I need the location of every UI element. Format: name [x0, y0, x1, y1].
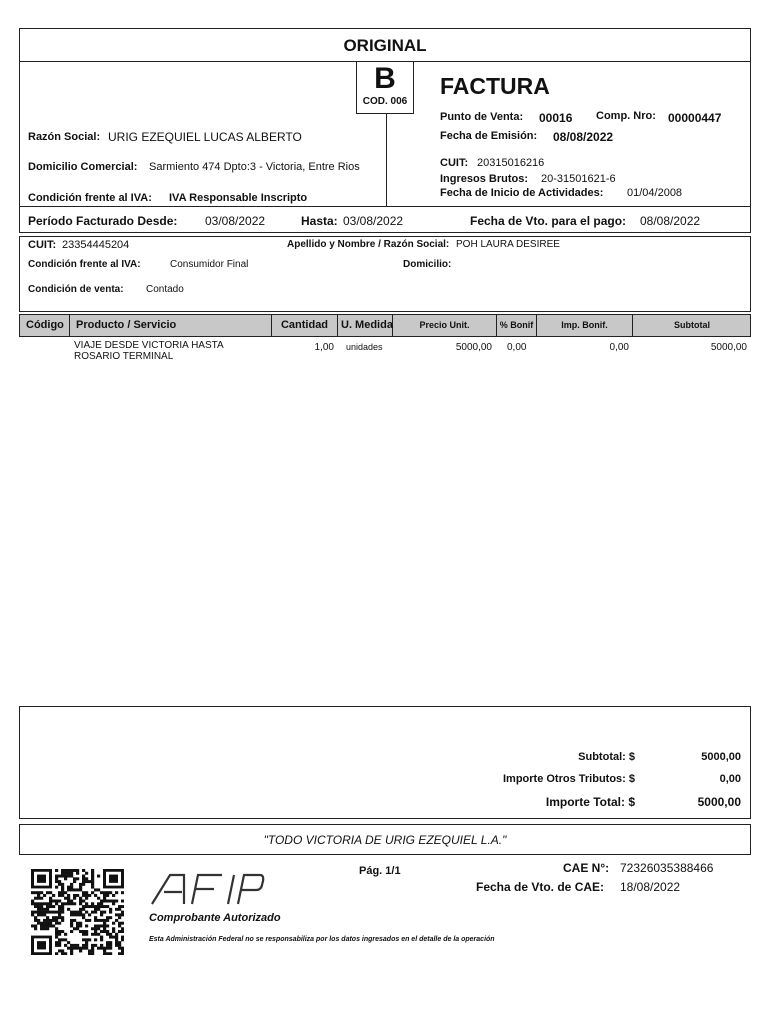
subtotal-label: Subtotal: $ [578, 751, 635, 763]
disclaimer-text: Esta Administración Federal no se responsabiliza por los datos ingresados en el detalle de la operación [149, 936, 495, 943]
razon-social-value: URIG EZEQUIEL LUCAS ALBERTO [108, 130, 302, 144]
header-divider [386, 114, 387, 207]
invoice-header [19, 61, 751, 207]
cuit-value: 20315016216 [477, 157, 545, 169]
vto-pago-value: 08/08/2022 [640, 214, 701, 228]
domicilio-label: Domicilio Comercial: [28, 161, 138, 173]
client-venta-value: Contado [146, 284, 184, 295]
cae-vto-label: Fecha de Vto. de CAE: [476, 880, 605, 894]
domicilio-value: Sarmiento 474 Dpto:3 - Victoria, Entre Rios [149, 161, 360, 173]
col-producto: Producto / Servicio [70, 315, 272, 336]
comprobante-autorizado: Comprobante Autorizado [149, 912, 281, 924]
col-bonif-imp: Imp. Bonif. [537, 315, 633, 336]
afip-logo [148, 872, 266, 906]
item-subtotal: 5000,00 [710, 342, 747, 353]
importe-total-value: 5000,00 [697, 795, 741, 809]
ingresos-brutos-label: Ingresos Brutos: [440, 173, 529, 185]
slogan-box [19, 824, 751, 855]
otros-tributos-value: 0,00 [719, 773, 741, 785]
inicio-actividades-label: Fecha de Inicio de Actividades: [440, 187, 604, 199]
periodo-desde-label: Período Facturado Desde: [28, 214, 178, 228]
table-row [19, 339, 751, 365]
col-cantidad: Cantidad [272, 315, 338, 336]
items-table-header [19, 314, 751, 337]
client-iva-label: Condición frente al IVA: [28, 259, 141, 270]
totals-box [19, 706, 751, 819]
comp-nro-value: 00000447 [668, 111, 722, 125]
letter-box [356, 62, 414, 114]
item-bonif-pct: 0,00 [507, 342, 527, 353]
col-subtotal: Subtotal [674, 320, 710, 330]
inicio-actividades-value: 01/04/2008 [627, 187, 683, 199]
client-cuit-value: 23354445204 [62, 239, 130, 251]
doc-type-title: FACTURA [440, 73, 550, 99]
fecha-emision-value: 08/08/2022 [553, 130, 614, 144]
fecha-emision-label: Fecha de Emisión: [440, 130, 538, 142]
iva-label: Condición frente al IVA: [28, 192, 152, 204]
otros-tributos-label: Importe Otros Tributos: $ [502, 773, 635, 785]
cae-value: 72326035388466 [620, 861, 714, 875]
periodo-hasta-label: Hasta: [301, 214, 338, 228]
client-cuit-label: CUIT: [28, 239, 57, 251]
col-precio: Precio Unit. [393, 315, 497, 336]
cae-label: CAE N°: [563, 861, 610, 875]
copy-type-label: ORIGINAL [343, 36, 427, 55]
copy-type-box [19, 28, 751, 62]
periodo-desde-value: 03/08/2022 [205, 214, 266, 228]
client-block [19, 236, 751, 312]
periodo-hasta-value: 03/08/2022 [343, 214, 404, 228]
subtotal-value: 5000,00 [701, 751, 741, 763]
invoice-letter-code: COD. 006 [362, 96, 408, 107]
item-producto-line2: ROSARIO TERMINAL [74, 351, 174, 362]
ingresos-brutos-value: 20-31501621-6 [541, 173, 616, 185]
client-iva-value: Consumidor Final [170, 259, 249, 270]
item-cantidad: 1,00 [314, 342, 334, 353]
vto-pago-label: Fecha de Vto. para el pago: [470, 214, 627, 228]
qr-code [31, 869, 124, 955]
col-bonif-pct: % Bonif [497, 315, 537, 336]
importe-total-label: Importe Total: $ [545, 795, 635, 809]
item-precio: 5000,00 [455, 342, 492, 353]
client-nombre-label: Apellido y Nombre / Razón Social: [287, 239, 450, 250]
cuit-label: CUIT: [440, 157, 469, 169]
slogan-text: "TODO VICTORIA DE URIG EZEQUIEL L.A." [263, 833, 507, 847]
client-venta-label: Condición de venta: [28, 284, 124, 295]
iva-value: IVA Responsable Inscripto [169, 192, 308, 204]
item-producto-line1: VIAJE DESDE VICTORIA HASTA [74, 340, 224, 351]
page-number: Pág. 1/1 [359, 865, 401, 877]
client-nombre-value: POH LAURA DESIREE [456, 239, 560, 250]
col-codigo: Código [20, 315, 70, 336]
col-medida: U. Medida [338, 315, 393, 336]
razon-social-label: Razón Social: [28, 131, 101, 143]
item-bonif-imp: 0,00 [609, 342, 629, 353]
item-medida: unidades [346, 342, 383, 352]
punto-venta-label: Punto de Venta: [440, 111, 524, 123]
period-row [19, 206, 751, 233]
cae-vto-value: 18/08/2022 [620, 880, 681, 894]
invoice-letter: B [374, 62, 396, 95]
punto-venta-value: 00016 [539, 111, 573, 125]
comp-nro-label: Comp. Nro: [596, 110, 656, 122]
client-domicilio-label: Domicilio: [403, 259, 452, 270]
